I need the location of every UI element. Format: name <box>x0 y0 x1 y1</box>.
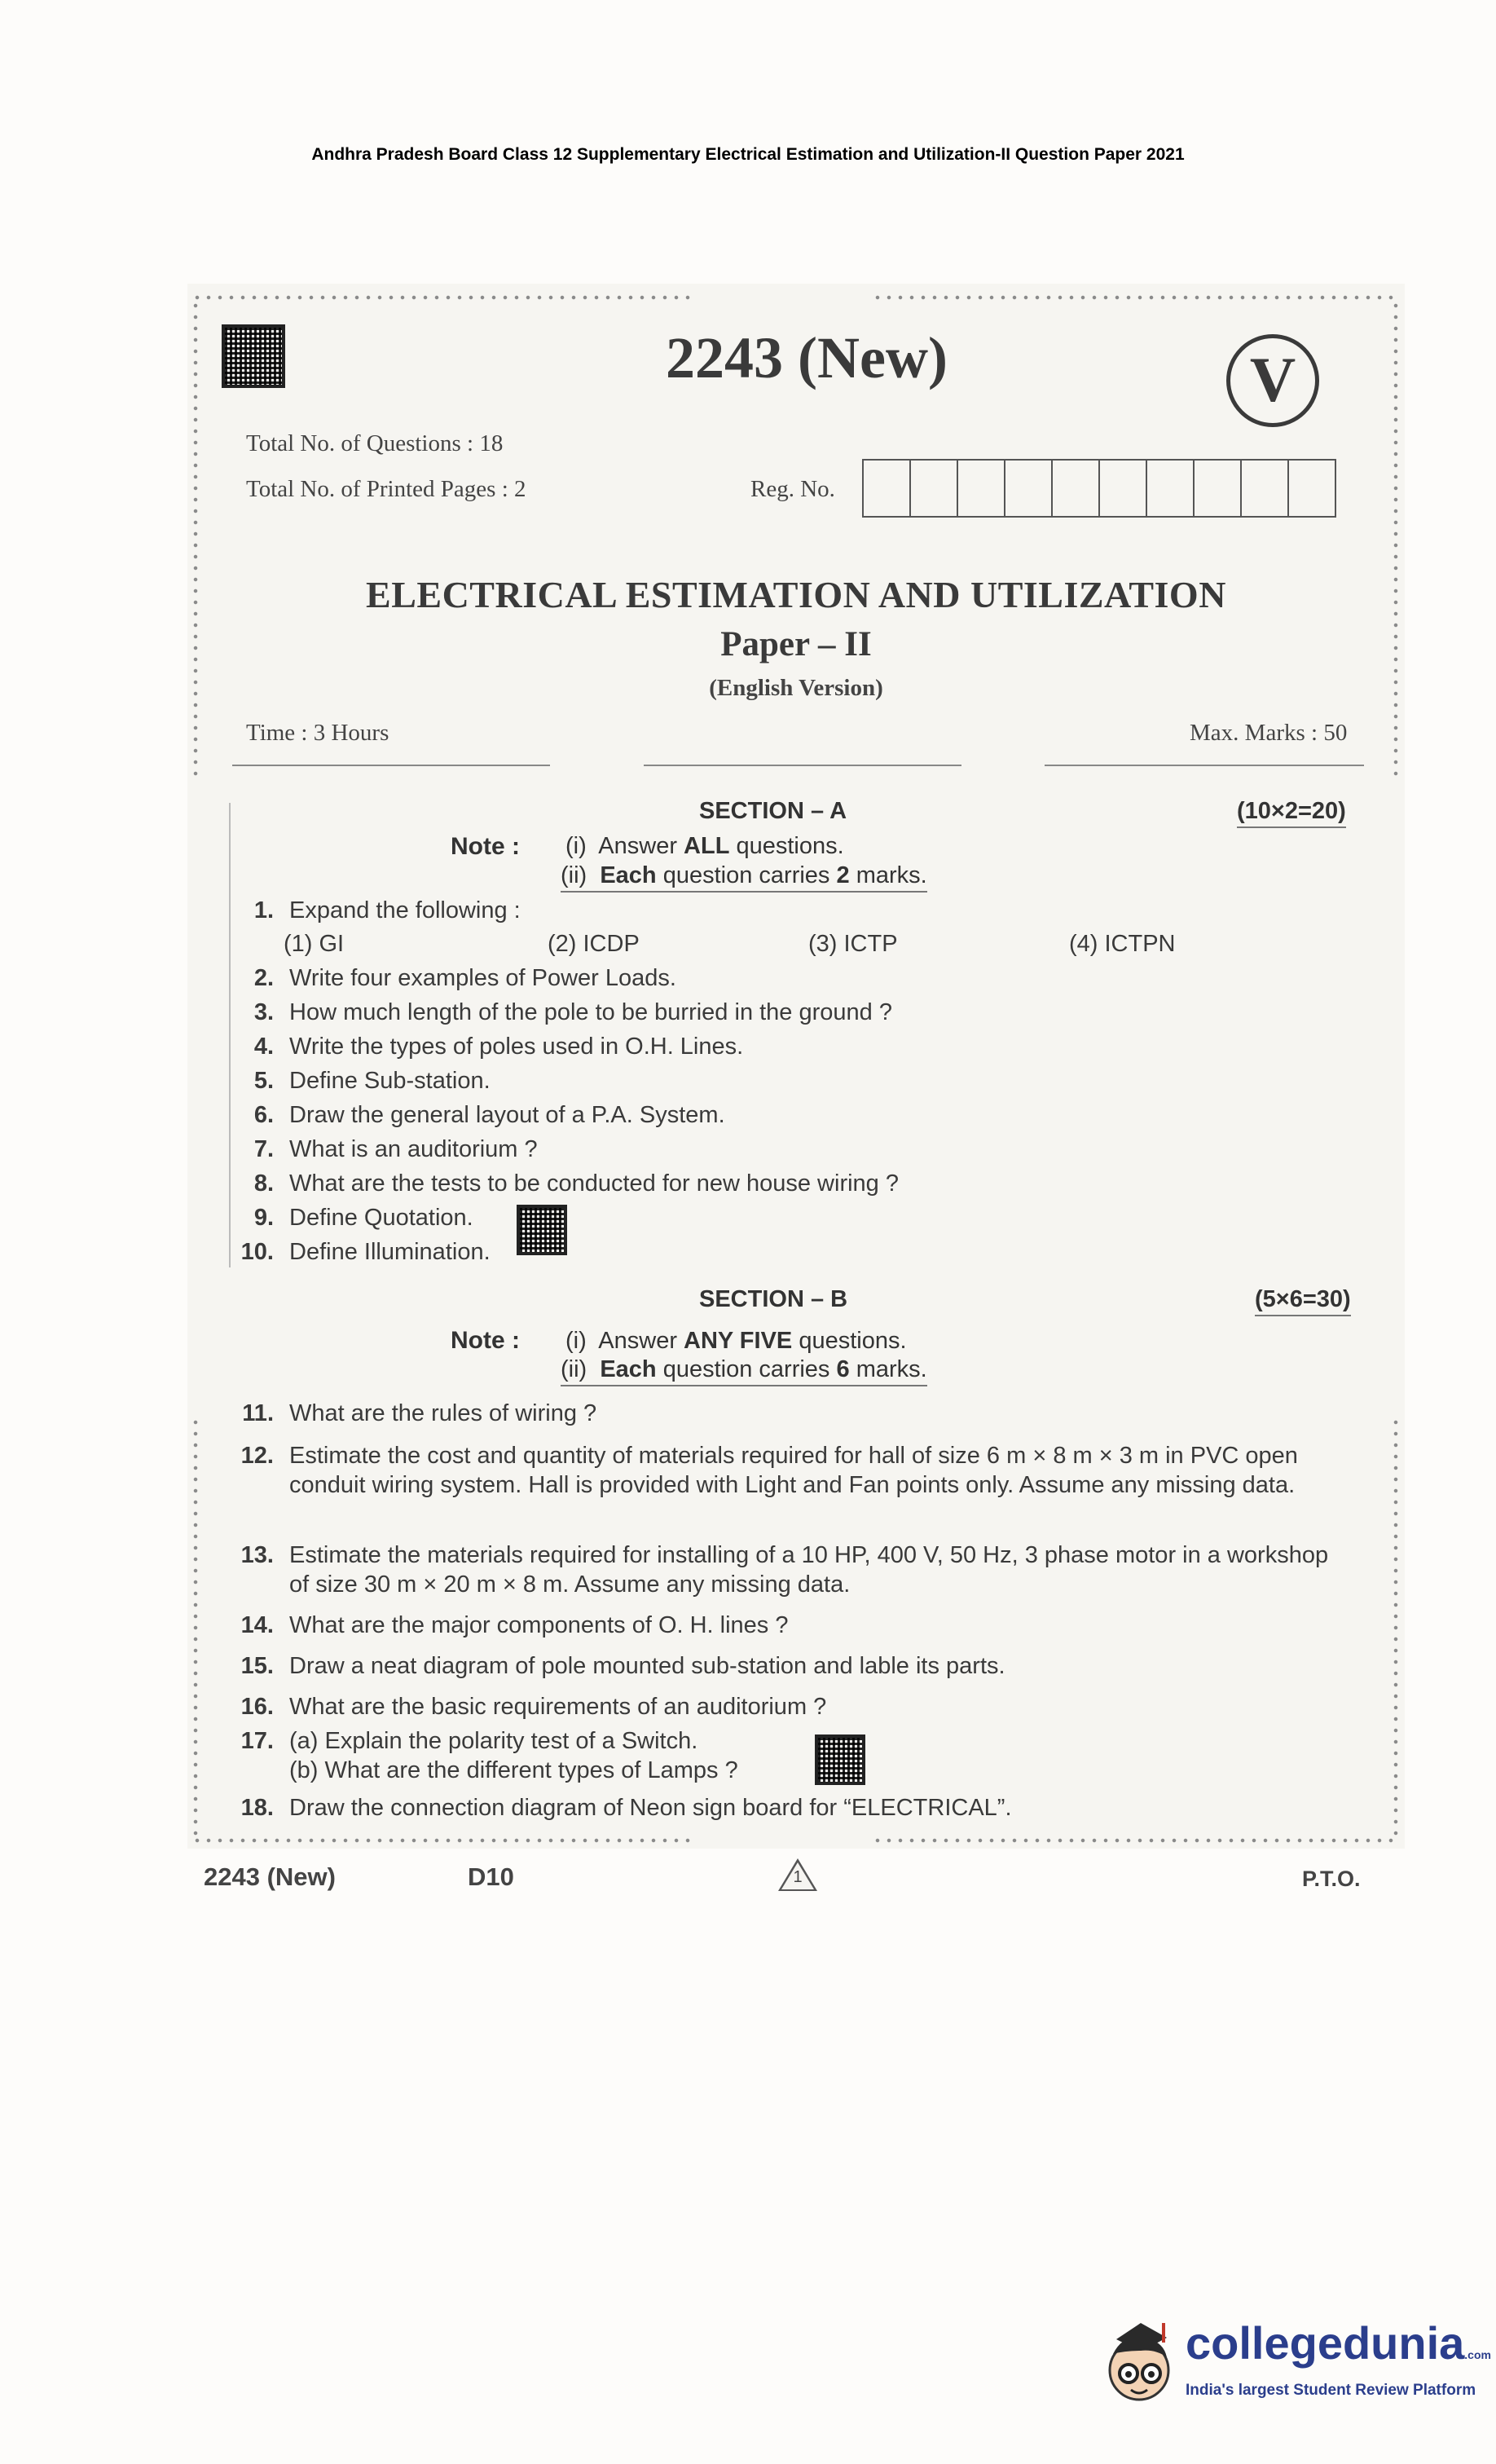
note-emphasis: Each <box>600 862 657 888</box>
note-text: Answer <box>598 833 677 859</box>
question-15 <box>228 1651 1369 1684</box>
question-7 <box>228 1135 1369 1167</box>
note-num: (ii) <box>561 862 587 888</box>
reg-no-boxes <box>862 459 1336 518</box>
mascot-logo-icon <box>1092 2307 1190 2413</box>
question-number: 8. <box>253 1170 274 1197</box>
question-5 <box>228 1066 1369 1099</box>
question-number: 11. <box>242 1400 274 1426</box>
question-number: 3. <box>253 999 274 1025</box>
question-14 <box>228 1611 1369 1643</box>
section-b-note-1 <box>565 1328 907 1355</box>
section-b-note-2 <box>561 1356 927 1386</box>
page-number: 1 <box>793 1868 803 1886</box>
question-number: 7. <box>253 1136 274 1162</box>
question-number: 17. <box>240 1728 274 1754</box>
question-number: 9. <box>253 1205 274 1231</box>
question-text: Estimate the cost and quantity of materials required for hall of size 6 m × 8 m × 3 m in PVC open conduit wiring system. Hall is provided with Light and Fan points only. Assume any missing data. <box>289 1443 1298 1498</box>
question-text: Draw the general layout of a P.A. System. <box>289 1102 725 1128</box>
reg-box <box>1289 461 1335 516</box>
printed-pages: Total No. of Printed Pages : 2 <box>246 476 526 502</box>
question-text: What are the major components of O. H. lines ? <box>289 1612 789 1638</box>
section-a-title: SECTION – A <box>699 798 847 824</box>
subject-title: ELECTRICAL ESTIMATION AND UTILIZATION <box>366 574 1226 615</box>
note-text: marks. <box>856 862 927 888</box>
divider-right <box>1045 765 1364 766</box>
question-number: 10. <box>240 1239 274 1265</box>
question-18 <box>228 1793 1369 1826</box>
brand-suffix: .com <box>1464 2348 1491 2361</box>
section-a-note-label: Note : <box>451 833 520 860</box>
reg-box <box>1100 461 1147 516</box>
reg-box <box>958 461 1005 516</box>
question-text: Define Sub-station. <box>289 1068 491 1094</box>
note-num: (i) <box>565 833 587 859</box>
border-left-bottom <box>191 1417 200 1840</box>
question-text: Define Quotation. <box>289 1205 473 1231</box>
question-11b <box>228 1399 1369 1431</box>
footer-series: D10 <box>468 1862 514 1891</box>
note-num: (ii) <box>561 1356 587 1382</box>
question-text: What are the rules of wiring ? <box>289 1400 597 1426</box>
max-marks: Max. Marks : 50 <box>1190 720 1348 746</box>
question-text: What is an auditorium ? <box>289 1136 538 1162</box>
qr-code-icon <box>815 1734 865 1785</box>
question-9 <box>228 1203 1369 1236</box>
question-1 <box>228 896 1369 928</box>
footer-code: 2243 (New) <box>204 1862 336 1891</box>
border-bottom-left <box>191 1836 697 1845</box>
question-text: What are the tests to be conducted for new house wiring ? <box>289 1170 899 1197</box>
note-text: marks. <box>856 1356 927 1382</box>
reg-box <box>1242 461 1289 516</box>
page-number-triangle <box>778 1858 817 1891</box>
note-text: Answer <box>598 1328 677 1354</box>
note-text: questions. <box>736 833 844 859</box>
border-right-top <box>1392 300 1400 781</box>
question-number: 18. <box>240 1795 274 1821</box>
question-text: Estimate the materials required for installing of a 10 HP, 400 V, 50 Hz, 3 phase motor in a workshop of size 30 m × 20 m × 8 m. Assume any missing data. <box>289 1542 1329 1598</box>
question-8 <box>228 1169 1369 1201</box>
question-text: Draw the connection diagram of Neon sign board for “ELECTRICAL”. <box>289 1795 1012 1821</box>
q1-option-2: (2) ICDP <box>548 931 640 957</box>
note-num: (i) <box>565 1328 587 1354</box>
reg-box <box>864 461 911 516</box>
brand-tagline: India's largest Student Review Platform <box>1186 2382 1476 2399</box>
question-text: Expand the following : <box>289 897 521 923</box>
qr-code-icon <box>222 324 285 388</box>
question-number: 16. <box>240 1694 274 1720</box>
time-label: Time : 3 Hours <box>246 720 389 746</box>
version-label: (English Version) <box>709 675 883 701</box>
reg-box <box>1053 461 1100 516</box>
brand-name: collegedunia <box>1186 2317 1465 2369</box>
question-number: 5. <box>253 1068 274 1094</box>
note-emphasis: ALL <box>684 833 730 859</box>
divider-left <box>232 765 550 766</box>
question-12 <box>228 1441 1369 1536</box>
paper-title: Paper – II <box>720 625 872 663</box>
border-left-top <box>191 300 200 781</box>
section-a-marks: (10×2=20) <box>1237 798 1346 828</box>
border-right-bottom <box>1392 1417 1400 1840</box>
note-text: question carries <box>662 1356 830 1382</box>
question-text-part-a: (a) Explain the polarity test of a Switch. <box>289 1728 698 1754</box>
question-number: 2. <box>253 965 274 991</box>
section-b-note-label: Note : <box>451 1327 520 1354</box>
question-2 <box>228 963 1369 996</box>
border-top-right <box>872 293 1393 302</box>
note-emphasis: Each <box>600 1356 657 1382</box>
page-header: Andhra Pradesh Board Class 12 Supplementary Electrical Estimation and Utilization-II Question Paper 2021 <box>311 145 1185 164</box>
note-emphasis: 2 <box>836 862 850 888</box>
q1-option-4: (4) ICTPN <box>1069 931 1176 957</box>
reg-box <box>1195 461 1242 516</box>
question-number: 12. <box>240 1443 274 1469</box>
section-a-note-2 <box>561 862 927 893</box>
question-6 <box>228 1100 1369 1133</box>
question-text: What are the basic requirements of an auditorium ? <box>289 1694 827 1720</box>
section-b-title: SECTION – B <box>699 1286 848 1312</box>
question-number: 13. <box>240 1542 274 1568</box>
note-emphasis: ANY FIVE <box>684 1328 793 1354</box>
reg-box <box>1147 461 1195 516</box>
note-text: questions. <box>799 1328 907 1354</box>
question-text-part-b: (b) What are the different types of Lamps ? <box>289 1757 738 1783</box>
reg-no-label: Reg. No. <box>750 476 835 502</box>
border-top-left <box>191 293 697 302</box>
question-number: 15. <box>240 1653 274 1679</box>
question-10 <box>228 1237 1369 1270</box>
question-text: Draw a neat diagram of pole mounted sub-station and lable its parts. <box>289 1653 1005 1679</box>
question-13 <box>228 1541 1369 1602</box>
note-text: question carries <box>662 862 830 888</box>
question-number: 14. <box>240 1612 274 1638</box>
question-text: How much length of the pole to be burried in the ground ? <box>289 999 892 1025</box>
version-badge: V <box>1226 334 1319 427</box>
section-a-note-1 <box>565 833 844 860</box>
note-emphasis: 6 <box>836 1356 850 1382</box>
question-text: Write four examples of Power Loads. <box>289 965 676 991</box>
question-text: Write the types of poles used in O.H. Lines. <box>289 1034 744 1060</box>
divider-middle <box>644 765 961 766</box>
question-17 <box>228 1726 1369 1788</box>
brand-wordmark <box>1186 2316 1491 2369</box>
question-3 <box>228 998 1369 1030</box>
reg-box <box>911 461 958 516</box>
question-text: Define Illumination. <box>289 1239 491 1265</box>
footer-pto: P.T.O. <box>1302 1867 1361 1891</box>
q1-option-1: (1) GI <box>284 931 345 957</box>
qr-code-icon <box>517 1205 567 1255</box>
total-questions: Total No. of Questions : 18 <box>246 430 504 456</box>
question-number: 1. <box>253 897 274 923</box>
question-number: 4. <box>253 1034 274 1060</box>
q1-option-3: (3) ICTP <box>808 931 898 957</box>
question-16 <box>228 1692 1369 1725</box>
section-b-marks: (5×6=30) <box>1255 1286 1351 1316</box>
question-number: 6. <box>253 1102 274 1128</box>
paper-code: 2243 (New) <box>666 325 948 390</box>
reg-box <box>1005 461 1053 516</box>
border-bottom-right <box>872 1836 1393 1845</box>
question-4 <box>228 1032 1369 1065</box>
